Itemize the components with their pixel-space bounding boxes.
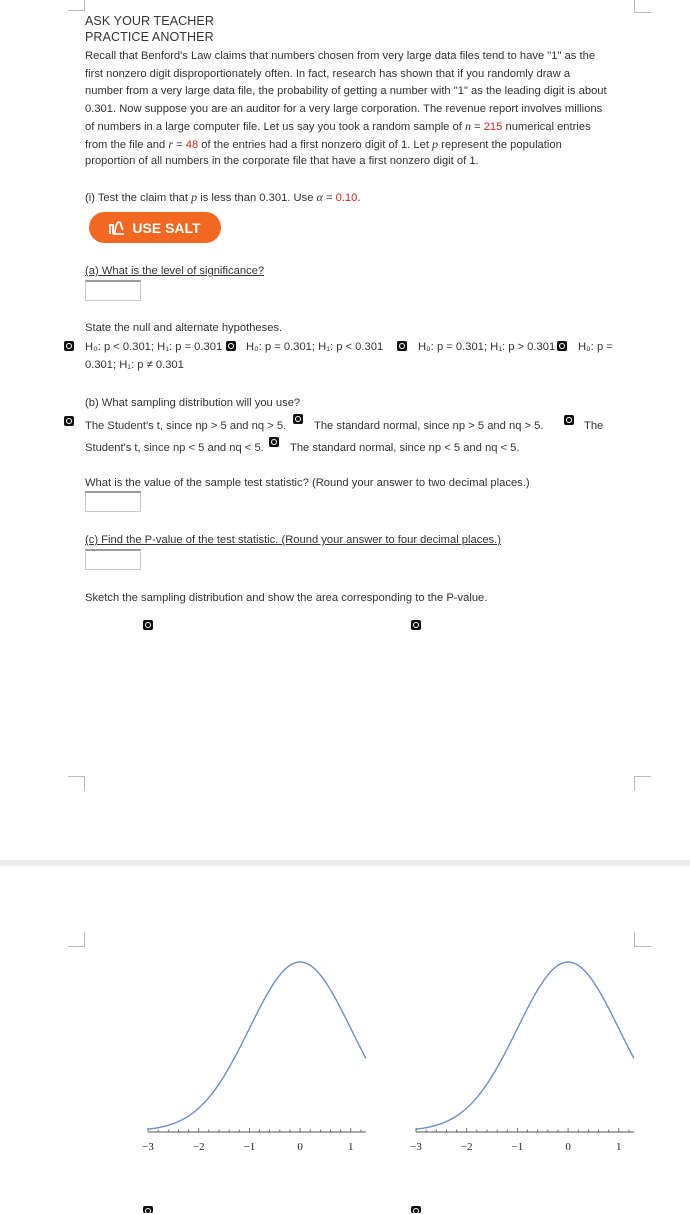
- problem-line: from the file and r = 48 of the entries had a first nonzero digit of 1. Let p represent the population: [85, 136, 562, 151]
- use-salt-label: USE SALT: [132, 219, 201, 236]
- part-a-question: (a) What is the level of significance?: [85, 265, 265, 277]
- distribution-option-4-label: The standard normal, since np < 5 and nq < 5.: [290, 442, 520, 454]
- use-salt-button[interactable]: [89, 212, 221, 243]
- test-statistic-question: What is the value of the sample test statistic? (Round your answer to two decimal places.): [85, 477, 530, 489]
- sketch-option-1-radio[interactable]: [143, 620, 153, 630]
- x-tick-label: −2: [192, 1141, 205, 1153]
- r-value: 48: [185, 138, 199, 151]
- x-tick-label: −2: [460, 1141, 473, 1153]
- hypothesis-option-3-radio[interactable]: [397, 341, 407, 351]
- normal-curve: [148, 962, 366, 1129]
- page-corner-mark: [68, 0, 85, 11]
- page-corner-mark: [634, 0, 651, 13]
- problem-line: 0.301. Now suppose you are an auditor for a very large corporation. The revenue report involves millions: [85, 102, 603, 115]
- problem-line: first nonzero digit disproportionately often. In fact, research has shown that if you randomly draw a: [85, 67, 571, 80]
- page-corner-mark: [68, 776, 85, 791]
- distribution-option-3-label: The: [584, 420, 604, 432]
- n-value: 215: [483, 121, 503, 133]
- sketch-chart-1: [140, 952, 375, 1162]
- salt-icon: [109, 221, 125, 235]
- x-tick-label: −3: [410, 1141, 422, 1153]
- normal-curve: [416, 962, 634, 1129]
- x-tick-label: 1: [348, 1141, 354, 1153]
- problem-line: Recall that Benford's Law claims that numbers chosen from very large data files tend to have "1" as the: [85, 50, 596, 62]
- distribution-option-4-radio[interactable]: [269, 437, 279, 447]
- x-tick-label: 0: [297, 1141, 303, 1153]
- hypothesis-option-3-label: H₀: p = 0.301; H₁: p > 0.301: [418, 341, 556, 353]
- distribution-option-2-label: The standard normal, since np > 5 and nq > 5.: [314, 420, 544, 432]
- x-tick-label: −1: [243, 1141, 256, 1153]
- x-tick-label: −3: [142, 1141, 154, 1153]
- sketch-option-4-radio[interactable]: [411, 1206, 421, 1213]
- hypothesis-option-4-radio[interactable]: [557, 341, 567, 351]
- sketch-option-3-radio[interactable]: [143, 1206, 153, 1213]
- practice-another-link[interactable]: PRACTICE ANOTHER: [85, 30, 214, 44]
- page-corner-mark: [68, 932, 85, 947]
- page-corner-mark: [634, 776, 651, 791]
- distribution-option-1-label: The Student's t, since np > 5 and nq > 5.: [85, 420, 287, 432]
- hypothesis-option-1-radio[interactable]: [64, 341, 74, 351]
- distribution-option-3-radio[interactable]: [564, 415, 574, 425]
- problem-line: proportion of all numbers in the corporate file that have a first nonzero digit of 1.: [85, 155, 479, 167]
- hypothesis-option-2-label: H₀: p = 0.301; H₁: p < 0.301: [246, 341, 384, 353]
- hypothesis-option-2-radio[interactable]: [226, 341, 236, 351]
- ask-teacher-link[interactable]: ASK YOUR TEACHER: [85, 14, 214, 28]
- hypotheses-prompt: State the null and alternate hypotheses.: [85, 322, 283, 334]
- question-page-bottom: [0, 866, 690, 1213]
- problem-line: number from a very large data file, the probability of getting a number with "1" as the leading digit is about: [85, 85, 607, 97]
- p-value-input[interactable]: [85, 549, 141, 570]
- part-i-prompt: (i) Test the claim that p is less than 0.301. Use α = 0.10.: [85, 190, 361, 204]
- part-c-question: (c) Find the P-value of the test statistic. (Round your answer to four decimal places.): [85, 534, 501, 546]
- problem-line: of numbers in a large computer file. Let us say you took a random sample of n = 215 numerical entries: [85, 119, 591, 133]
- test-statistic-input[interactable]: [85, 491, 141, 512]
- distribution-option-3-label-cont: Student's t, since np < 5 and nq < 5.: [85, 442, 264, 454]
- sketch-option-2-radio[interactable]: [411, 620, 421, 630]
- part-b-question: (b) What sampling distribution will you use?: [85, 397, 301, 409]
- page-corner-mark: [634, 932, 651, 947]
- distribution-option-1-radio[interactable]: [64, 416, 74, 426]
- x-tick-label: 1: [616, 1141, 622, 1153]
- significance-input[interactable]: [85, 280, 141, 301]
- hypothesis-option-1-label: H₀: p < 0.301; H₁: p = 0.301: [85, 341, 223, 353]
- x-tick-label: −1: [511, 1141, 524, 1153]
- hypothesis-option-4-label-cont: 0.301; H₁: p ≠ 0.301: [85, 359, 184, 371]
- sketch-chart-2: [408, 952, 643, 1162]
- alpha-value: 0.10: [335, 192, 358, 204]
- x-tick-label: 0: [565, 1141, 571, 1153]
- sketch-prompt: Sketch the sampling distribution and show the area corresponding to the P-value.: [85, 592, 488, 604]
- hypothesis-option-4-label: H₀: p =: [578, 341, 613, 353]
- distribution-option-2-radio[interactable]: [293, 414, 303, 424]
